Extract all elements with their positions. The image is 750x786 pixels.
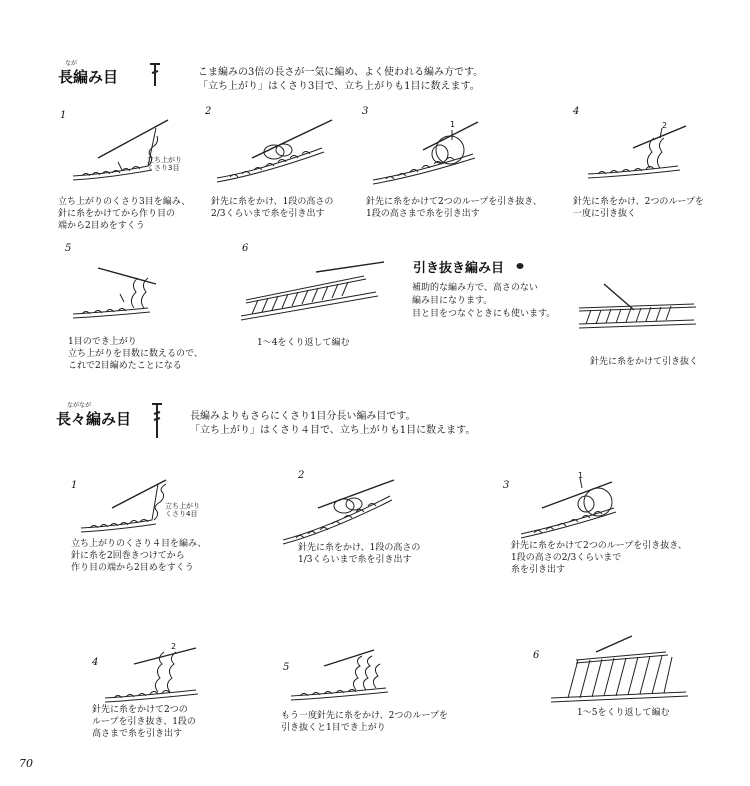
step-illustration	[546, 636, 696, 706]
step-caption: 針先に糸をかけ、1段の高さの 1/3くらいまで糸を引き出す	[298, 543, 421, 565]
step-caption: 1目のでき上がり 立ち上がりを目数に数えるので、 これで2目編めたことになる	[68, 337, 203, 371]
loop-marker: 2	[662, 121, 668, 130]
step-illustration	[368, 118, 498, 188]
loop-marker: 2	[171, 642, 177, 651]
step-number: 1	[60, 110, 67, 121]
step-number: 4	[573, 106, 580, 117]
step-number: 3	[362, 106, 369, 117]
step-number: 3	[503, 480, 510, 491]
step-label: 立ち上がり くさり3目	[147, 156, 182, 172]
step-illustration	[100, 644, 210, 710]
loop-marker: 1	[578, 471, 584, 480]
step-illustration	[236, 262, 386, 322]
section-intro: こま編みの3倍の長さが一気に編め、よく使われる編み方です。 「立ち上がり」はくさり3目で、立ち上がりも1目に数えます。	[198, 67, 484, 92]
step-number: 6	[242, 243, 249, 254]
step-illustration	[212, 118, 342, 188]
step-illustration	[286, 646, 406, 706]
step-caption: 針先に糸をかけ、1段の高さの 2/3くらいまで糸を引き出す	[211, 197, 334, 219]
slip-stitch-symbol-icon	[515, 262, 525, 270]
step-caption: 針先に糸をかけて2つのループを引き抜き、 1段の高さの2/3くらいまで 糸を引き出す	[511, 541, 687, 575]
double-crochet-symbol-icon	[148, 62, 162, 88]
step-caption: 針先に糸をかけて2つのループを引き抜き、 1段の高さまで糸を引き出す	[366, 197, 542, 219]
step-illustration	[574, 280, 704, 340]
step-caption: 針先に糸をかけ、2つのループを 一度に引き抜く	[573, 197, 704, 219]
step-illustration	[278, 478, 408, 548]
step-number: 5	[65, 243, 72, 254]
step-number: 2	[205, 106, 212, 117]
step-illustration	[68, 256, 168, 326]
step-caption: 立ち上がりのくさり3目を編み、 針に糸をかけてから作り目の 端から2目めをすくう	[58, 197, 191, 231]
step-caption: 立ち上がりのくさり４目を編み、 針に糸を2回巻きつけてから 作り目の端から2目めをすくう	[71, 539, 207, 573]
page-number: 70	[19, 757, 33, 770]
title-ruby: ながなが	[67, 402, 92, 409]
step-number: 5	[283, 662, 290, 673]
section-title-slip-stitch: 引き抜き編み目	[413, 261, 505, 276]
treble-crochet-symbol-icon	[150, 402, 164, 442]
step-illustration	[578, 126, 698, 190]
step-caption: もう一度針先に糸をかけ、2つのループを 引き抜くと1目でき上がり	[281, 711, 448, 733]
step-number: 1	[71, 480, 78, 491]
step-caption: 1〜5をくり返して編む	[577, 708, 670, 718]
step-illustration	[68, 118, 198, 188]
step-label: 立ち上がり くさり4目	[165, 502, 200, 518]
step-caption: 1〜4をくり返して編む	[257, 338, 350, 348]
section-title-double-crochet: 長編み目	[58, 68, 119, 86]
section-intro: 補助的な編み方で、高さのない 編み目になります。 目と目をつなぐときにも使います。	[412, 283, 556, 319]
loop-marker: 1	[450, 120, 456, 129]
step-caption: 針先に糸をかけて2つの ループを引き抜き、1段の 高さまで糸を引き出す	[92, 705, 196, 739]
section-title-treble-crochet: 長々編み目	[56, 410, 132, 428]
section-intro: 長編みよりもさらにくさり1目分長い編み目です。 「立ち上がり」はくさり４目で、立ち上がりも1目に数えます。	[190, 411, 476, 436]
step-number: 4	[92, 657, 99, 668]
step-number: 6	[533, 650, 540, 661]
step-illustration	[516, 478, 646, 542]
step-caption: 針先に糸をかけて引き抜く	[590, 357, 699, 367]
step-number: 2	[298, 470, 305, 481]
title-ruby: なが	[65, 60, 78, 67]
